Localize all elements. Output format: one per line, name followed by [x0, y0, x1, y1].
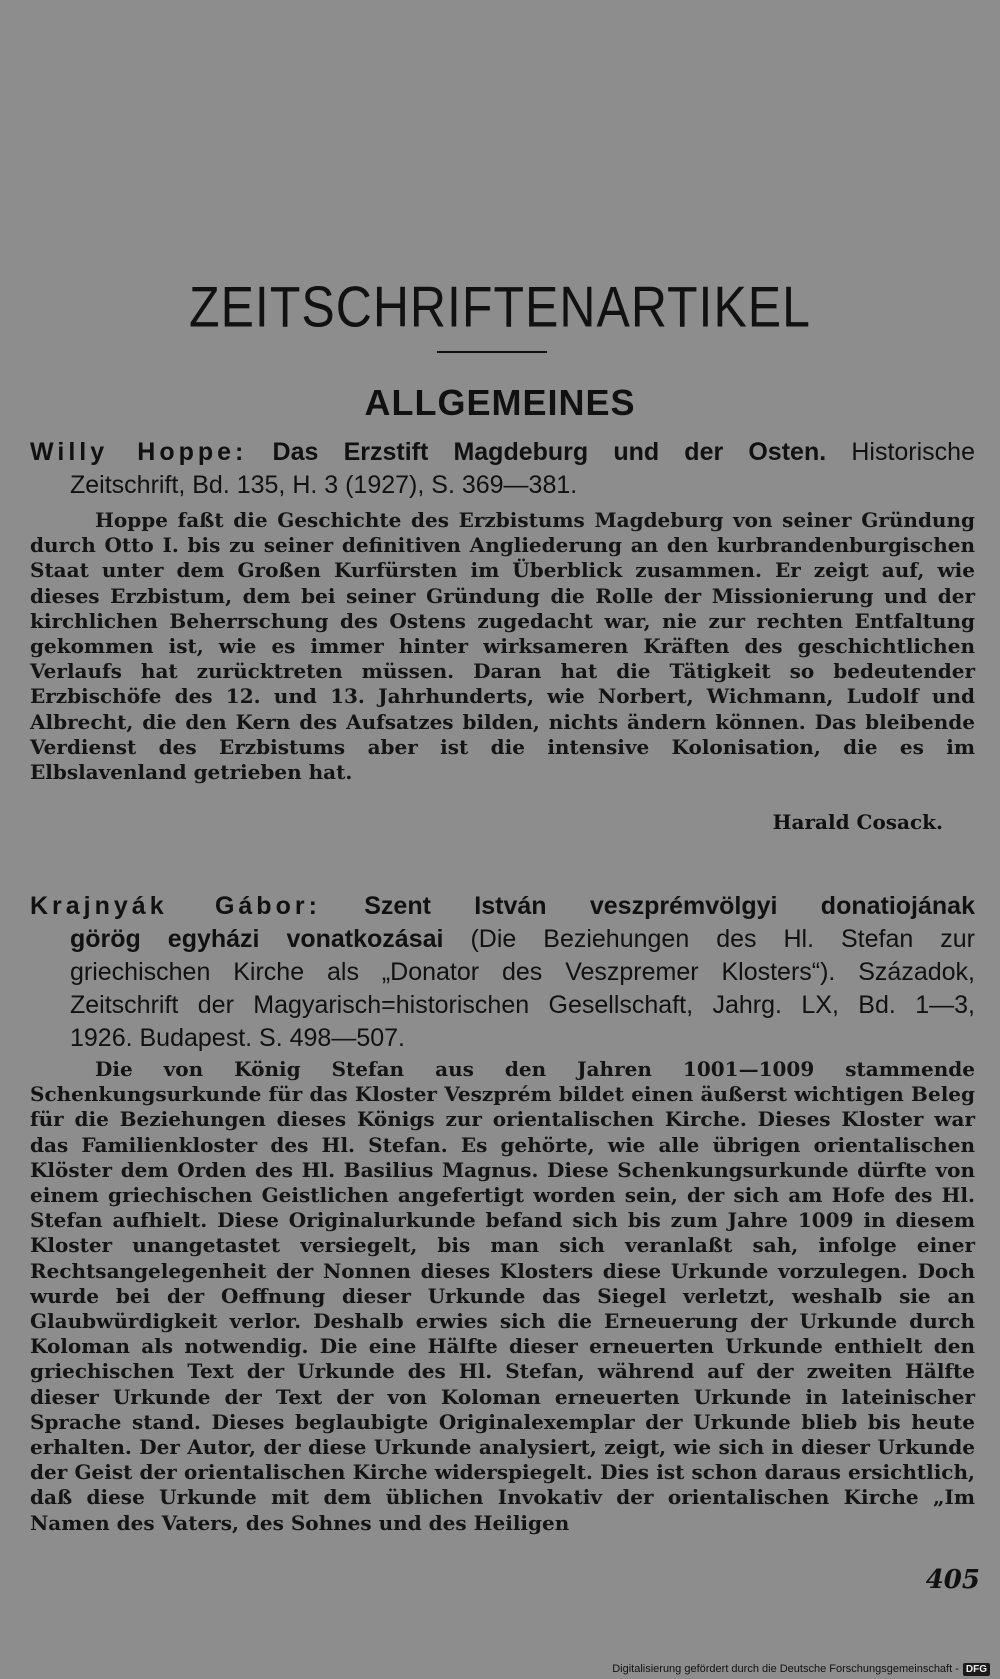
entry-title: görög egyházi vonatkozásai	[70, 925, 444, 953]
entry-paragraph: Hoppe faßt die Geschichte des Erzbistums Magdeburg von seiner Gründung durch Otto I. bis zu seiner definitiven Angliederung an den kurbrandenburgischen Staat unter dem Großen Kurfürsten im Überblick zusammen. Er zeigt auf, wie dieses Erzbistum, dem bei seiner Gründung die Rolle der Missionierung und der kirchlichen Beherrschung des Ostens zugedacht war, nie zur rechten Entfaltung gekommen ist, wie es immer hinter wirksameren Kräften des geschichtlichen Verlaufs hat zurücktreten müssen. Daran hat die Tätigkeit so bedeutender Erzbischöfe des 12. und 13. Jahrhunderts, wie Norbert, Wichmann, Ludolf und Albrecht, die den Kern des Aufsatzes bilden, nichts ändern können. Das bleibende Verdienst des Erzbistums aber ist die intensive Kolonisation, die es im Elbslavenland getrieben hat.	[30, 508, 975, 785]
entry-heading	[30, 436, 975, 502]
entry-heading-line: 1926. Budapest. S. 498—507.	[70, 1024, 405, 1052]
entry-heading-line	[30, 890, 975, 923]
entry-heading	[30, 890, 975, 1055]
digitization-footer	[560, 1660, 990, 1678]
entry-title-translation: (Die Beziehungen des Hl. Stefan zur	[470, 925, 975, 953]
entry-journal: Historische	[851, 438, 975, 466]
dfg-logo: DFG	[963, 1663, 990, 1676]
entry-title: Das Erzstift Magdeburg und der Osten.	[272, 438, 827, 466]
section-title: ALLGEMEINES	[364, 382, 636, 423]
entry-heading-line: Zeitschrift der Magyarisch=historischen Gesellschaft, Jahrg. LX, Bd. 1—3,	[70, 991, 975, 1019]
entry-author: Krajnyák Gábor:	[30, 892, 321, 920]
page-number: 405	[925, 1565, 980, 1595]
entry-signature: Harald Cosack.	[772, 810, 943, 834]
entry-body	[30, 1057, 975, 1536]
entry-heading-line: Zeitschrift, Bd. 135, H. 3 (1927), S. 369—381.	[70, 471, 578, 499]
entry-paragraph: Die von König Stefan aus den Jahren 1001—1009 stammende Schenkungsurkunde für das Kloster Veszprém bildet einen äußerst wichtigen Beleg für die Beziehungen dieses Königs zur orientalischen Kirche. Dieses Kloster war das Familienkloster des Hl. Stefan. Es gehörte, wie alle übrigen orientalischen Klöster dem Orden des Hl. Basilius Magnus. Diese Schenkungsurkunde dürfte von einem griechischen Geistlichen angefertigt worden sein, der sich am Hofe des Hl. Stefan aufhielt. Diese Originalurkunde befand sich bis zum Jahre 1009 in diesem Kloster unangetastet versiegelt, bis man sich veranlaßt sah, infolge einer Rechtsangelegenheit der Nonnen dieses Klosters diese Urkunde vorzulegen. Doch wurde bei der Oeffnung dieser Urkunde das Siegel verletzt, weshalb sie an Glaubwürdigkeit verlor. Deshalb erwies sich die Erneuerung der Urkunde durch Koloman als notwendig. Die eine Hälfte dieser erneuerten Urkunde enthielt den griechischen Text der Urkunde des Hl. Stefan, während auf der zweiten Hälfte dieser Urkunde der Text der von Koloman erneuerten Urkunde in lateinischer Sprache stand. Dieses beglaubigte Originalexemplar der Urkunde blieb bis heute erhalten. Der Autor, der diese Urkunde analysiert, zeigt, wie sich in dieser Urkunde der Geist der orientalischen Kirche widerspiegelt. Dies ist schon daraus ersichtlich, daß diese Urkunde mit dem üblichen Invokativ der orientalischen Kirche „Im Namen des Vaters, des Sohnes und des Heiligen	[30, 1057, 975, 1535]
entry-title: Szent István veszprémvölgyi donatiojának	[364, 892, 975, 920]
entry-author: Willy Hoppe:	[30, 438, 248, 466]
entry-heading-line: griechischen Kirche als „Donator des Veszpremer Klosters“). Századok,	[70, 958, 975, 986]
page-title: ZEITSCHRIFTENARTIKEL	[189, 274, 811, 340]
entry-body	[30, 508, 975, 785]
entry-heading-line	[30, 923, 975, 956]
entry-heading-line	[30, 436, 975, 469]
title-divider	[437, 351, 547, 353]
footer-text: Digitalisierung gefördert durch die Deutsche Forschungsgemeinschaft -	[612, 1663, 959, 1675]
